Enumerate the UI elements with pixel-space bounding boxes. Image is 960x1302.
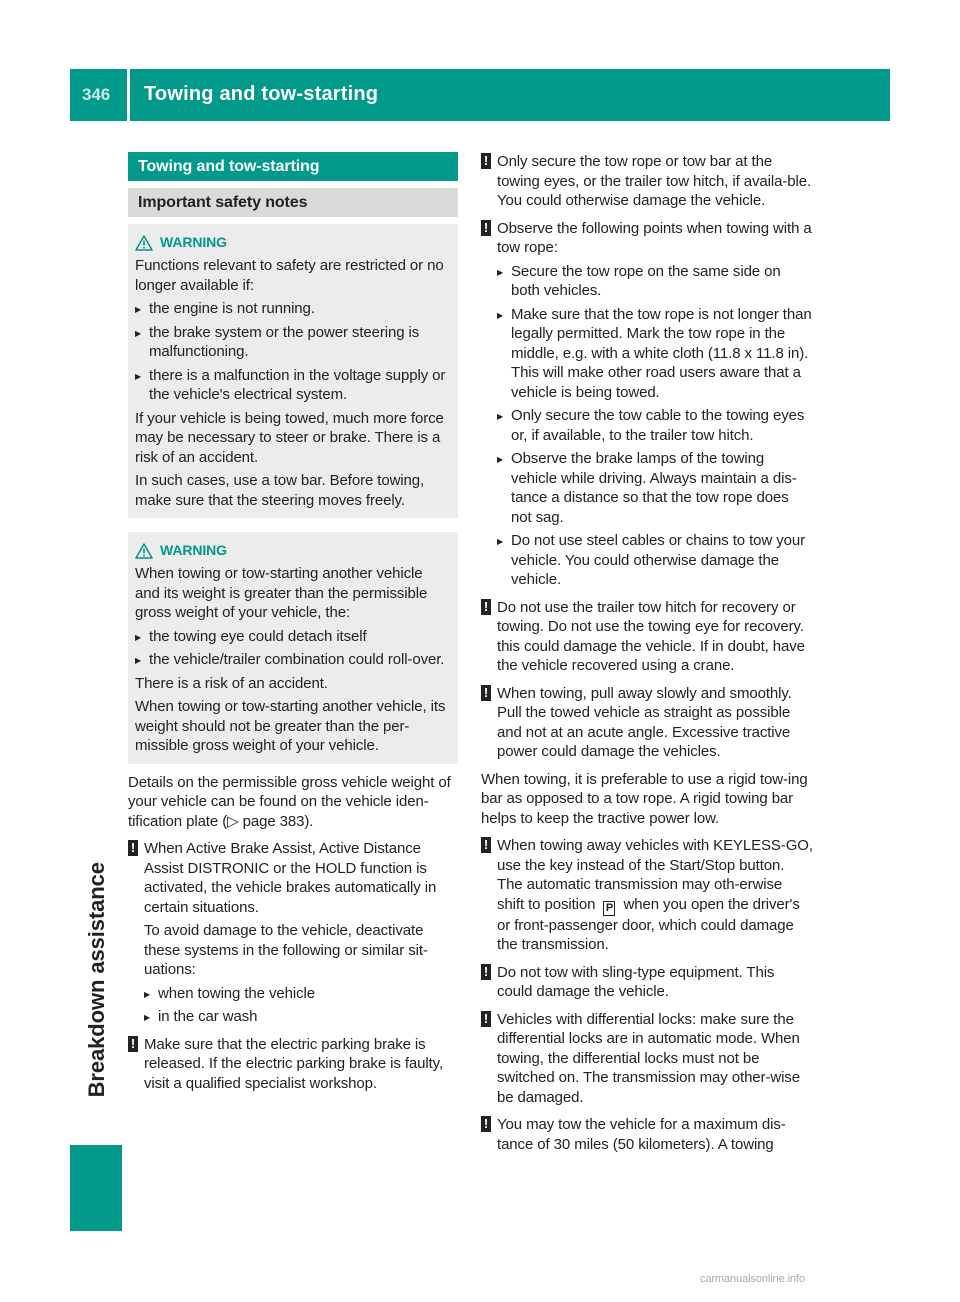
- warning-box-2: [128, 532, 458, 764]
- list-item: ▶ Observe the brake lamps of the towing vehicle while driving. Always maintain a dis-tance a distance so that the tow rope does not sag.: [497, 449, 813, 527]
- warning-triangle-icon: [135, 543, 153, 559]
- exclamation-icon: !: [481, 153, 491, 169]
- right-column: [481, 152, 813, 1162]
- list-item: ▶ when towing the vehicle: [144, 984, 458, 1004]
- list-item: ▶ Do not use steel cables or chains to tow your vehicle. You could otherwise damage the vehicle.: [497, 531, 813, 590]
- side-chapter-marker: [70, 1145, 122, 1231]
- warning-triangle-icon: [135, 235, 153, 251]
- page-number: 346: [82, 85, 111, 105]
- exclamation-icon: !: [481, 1011, 491, 1027]
- list-item: ▶ the engine is not running.: [135, 299, 450, 319]
- warning-box-1: [128, 224, 458, 518]
- warning-text: If your vehicle is being towed, much more force may be necessary to steer or brake. There is a risk of an accident.: [135, 409, 444, 466]
- page-header: [70, 69, 890, 121]
- notice-3: ! Only secure the tow rope or tow bar at the towing eyes, or the trailer tow hitch, if availa-ble. You could otherwise damage the vehicle.: [481, 152, 813, 211]
- list-item: ▶ the towing eye could detach itself: [135, 627, 450, 647]
- list-item: ▶ the vehicle/trailer combination could roll-over.: [135, 650, 450, 670]
- notice-9: ! Vehicles with differential locks: make sure the differential locks are in automatic mode. When towing, the differential locks must not be switched on. The transmission may other-wise be damaged.: [481, 1010, 813, 1108]
- exclamation-icon: !: [481, 964, 491, 980]
- warning-text: When towing or tow-starting another vehicle, its weight should not be greater than the per-missible gross weight of your vehicle.: [135, 698, 446, 754]
- side-chapter-label: Breakdown assistance: [84, 862, 110, 1098]
- notice-7: ! When towing away vehicles with KEYLESS-GO, use the key instead of the Start/Stop button. The automatic transmission may oth-erwise shift to position P when you open the driver's or front-passenger door, which could damage the transmission.: [481, 836, 813, 955]
- notice-list: [497, 262, 813, 590]
- warning-text: There is a risk of an accident.: [135, 674, 328, 692]
- rigid-bar-paragraph: When towing, it is preferable to use a rigid tow-ing bar as opposed to a tow rope. A rigid towing bar helps to keep the tractive power low.: [481, 770, 808, 827]
- left-column: [128, 152, 458, 1101]
- exclamation-icon: !: [481, 837, 491, 853]
- warning-list: [135, 299, 450, 405]
- list-item: ▶ in the car wash: [144, 1007, 458, 1027]
- notice-list: [144, 984, 458, 1027]
- exclamation-icon: !: [128, 1036, 138, 1052]
- park-position-icon: P: [603, 901, 615, 916]
- watermark-footer: carmanualsonline.info: [700, 1273, 805, 1285]
- notice-1: ! When Active Brake Assist, Active Distance Assist DISTRONIC or the HOLD function is activated, the vehicle brakes automatically in certain situations. To avoid damage to the vehicle, deactivate these systems in the following or similar sit-uations: ▶ when towing the vehicle ▶ in the car wash: [128, 839, 458, 1027]
- notice-5: ! Do not use the trailer tow hitch for recovery or towing. Do not use the towing eye for recovery. this could damage the vehicle. If in doubt, have the vehicle recovered using a crane.: [481, 598, 813, 676]
- notice-6: ! When towing, pull away slowly and smoothly. Pull the towed vehicle as straight as possible and not at an acute angle. Excessive tractive power could damage the vehicles.: [481, 684, 813, 762]
- notice-4: ! Observe the following points when towing with a tow rope: ▶ Secure the tow rope on the same side on both vehicles. ▶ Make sure that the tow rope is not longer than legally permitted. Mark the tow rope in the middle, e.g. with a white cloth (11.8 x 11.8 in). This will make other road users aware that a vehicle is being towed. ▶ Only secure the tow cable to the towing eyes or, if available, to the trailer tow hitch. ▶ Observe the brake lamps of the towing vehicle while driving. Always maintain a dis-tance a distance so that the tow rope does not sag. ▶ Do not use steel cables or chains to tow your vehicle. You could otherwise damage the vehicle.: [481, 219, 813, 590]
- exclamation-icon: !: [128, 840, 138, 856]
- subsection-title: Important safety notes: [128, 188, 458, 217]
- exclamation-icon: !: [481, 220, 491, 236]
- list-item: ▶ Secure the tow rope on the same side on both vehicles.: [497, 262, 813, 301]
- warning-heading: WARNING: [135, 233, 450, 253]
- list-item: ▶ there is a malfunction in the voltage supply or the vehicle's electrical system.: [135, 366, 450, 405]
- warning-intro: When towing or tow-starting another vehicle and its weight is greater than the permissible gross weight of your vehicle, the:: [135, 565, 428, 621]
- section-title: Towing and tow-starting: [128, 152, 458, 181]
- details-paragraph: Details on the permissible gross vehicle weight of your vehicle can be found on the vehicle iden-tification plate (▷ page 383).: [128, 773, 451, 830]
- list-item: ▶ Make sure that the tow rope is not longer than legally permitted. Mark the tow rope in the middle, e.g. with a white cloth (11.8 x 11.8 in). This will make other road users aware that a vehicle is being towed.: [497, 305, 813, 403]
- warning-text: In such cases, use a tow bar. Before towing, make sure that the steering moves freely.: [135, 472, 425, 509]
- list-item: ▶ Only secure the tow cable to the towing eyes or, if available, to the trailer tow hitch.: [497, 406, 813, 445]
- list-item: ▶ the brake system or the power steering is malfunctioning.: [135, 323, 450, 362]
- notice-10: ! You may tow the vehicle for a maximum dis-tance of 30 miles (50 kilometers). A towing: [481, 1115, 813, 1154]
- header-title: Towing and tow-starting: [144, 83, 379, 106]
- notice-2: ! Make sure that the electric parking brake is released. If the electric parking brake is faulty, visit a qualified specialist workshop.: [128, 1035, 458, 1094]
- warning-intro: Functions relevant to safety are restricted or no longer available if:: [135, 257, 444, 294]
- warning-list: [135, 627, 450, 670]
- exclamation-icon: !: [481, 599, 491, 615]
- exclamation-icon: !: [481, 685, 491, 701]
- notice-8: ! Do not tow with sling-type equipment. This could damage the vehicle.: [481, 963, 813, 1002]
- warning-heading: WARNING: [135, 541, 450, 561]
- exclamation-icon: !: [481, 1116, 491, 1132]
